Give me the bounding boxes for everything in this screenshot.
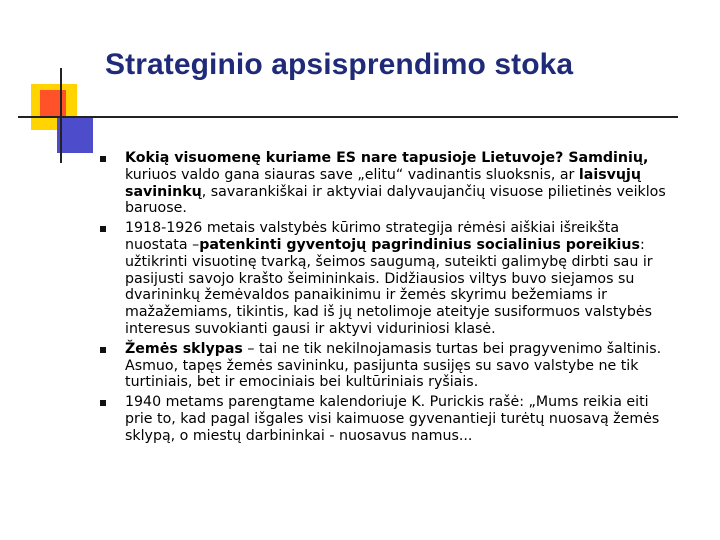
bullet-text-bold: Žemės sklypas bbox=[125, 340, 243, 357]
decor-red-square bbox=[40, 90, 66, 116]
bullet-item bbox=[100, 341, 680, 391]
bullet-square-icon bbox=[100, 156, 106, 162]
bullet-square-icon bbox=[100, 226, 106, 232]
bullet-text: , savarankiškai ir aktyviai dalyvaujančių visuose pilietinės veiklos baruose. bbox=[125, 183, 666, 217]
decor-horizontal-line bbox=[18, 116, 678, 118]
bullet-text: : užtikrinti visuotinę tvarką, šeimos saugumą, suteikti galimybę dirbti sau ir pasijusti savojo krašto šeimininkais. Didžiausios viltys buvo siejamos su dvarininkų žemėvaldos panaikinimu ir žemės skyrimu bežemiams ir mažažemiams, tikintis, kad iš jų netolimoje ateityje susiformuos valstybės interesus suvokianti gausi ir aktyvi viduriniosi klasė. bbox=[125, 236, 653, 337]
bullet-square-icon bbox=[100, 400, 106, 406]
bullet-item bbox=[100, 394, 680, 444]
bullet-text-bold: Kokią visuomenę kuriame ES nare tapusioje Lietuvoje? Samdinių, bbox=[125, 150, 649, 166]
bullet-text: 1918-1926 metais valstybės kūrimo strategija rėmėsi aiškiai išreikšta nuostata – bbox=[125, 220, 620, 253]
bullet-item bbox=[100, 150, 680, 217]
decor-blue-square bbox=[57, 117, 93, 153]
bullet-text: 1940 metams parengtame kalendoriuje K. Purickis rašė: „Mums reikia eiti prie to, kad pagal išgales visi kaimuose gyvenantieji turėtų nuosavą žemės sklypą, o miestų darbininkai - nuosavus namus... bbox=[125, 394, 660, 444]
bullet-text: – tai ne tik nekilnojamasis turtas bei pragyvenimo šaltinis. Asmuo, tapęs žemės savininku, pasijunta susijęs su savo valstybe ne tik turtiniais, bet ir emociniais bei kultūriniais ryšiais. bbox=[125, 340, 662, 391]
bullet-text-bold: laisvųjų savininkų bbox=[125, 166, 641, 200]
bullet-text: kuriuos valdo gana siauras save „elitu“ vadinantis sluoksnis, ar bbox=[125, 166, 579, 183]
bullet-item bbox=[100, 220, 680, 338]
bullet-text-bold: patenkinti gyventojų pagrindinius socialinius poreikius bbox=[199, 236, 640, 253]
bullet-square-icon bbox=[100, 347, 106, 353]
bullet-list bbox=[100, 150, 680, 448]
slide-title: Strateginio apsisprendimo stoka bbox=[105, 48, 574, 81]
